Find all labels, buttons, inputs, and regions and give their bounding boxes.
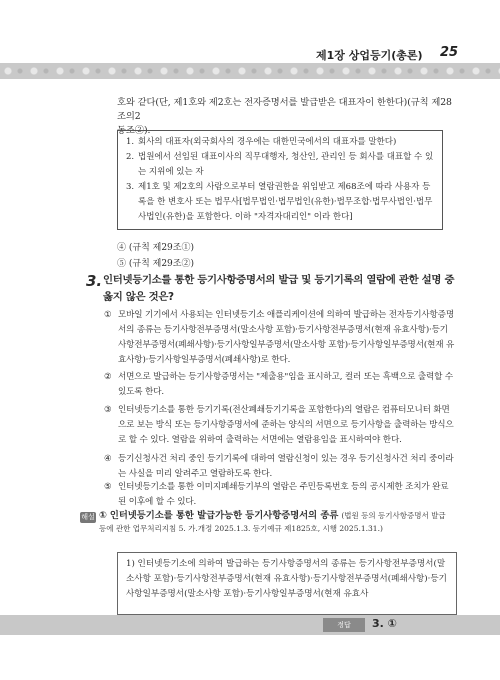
intro-line-1: 호와 같다(단, 제1호와 제2호는 전자증명서를 발급받은 대표자이 한한다)(규칙 제28조의2 (117, 97, 452, 122)
question-text: 인터넷등기소를 통한 등기사항증명서의 발급 및 등기기록의 열람에 관한 설명 중 옳지 않은 것은? (103, 274, 455, 303)
intro-line-2: 동조②). (117, 125, 151, 136)
option-item: ⑤ (규칙 제29조②) (117, 259, 194, 269)
question-number: 3. (86, 272, 103, 290)
explanation-badge: 해설 (81, 513, 95, 521)
quote-item-number: 3. (126, 182, 135, 192)
choice-number: ② (104, 372, 112, 382)
choice-text: 모바일 기기에서 사용되는 인터넷등기소 애플리케이션에 의하여 발급하는 전자등기사항증명서의 종류는 등기사항전부증명서(말소사항 포함)·등기사항전부증명서(현재 유효사항)·등기사항전부증명서(폐쇄사항)·등기사항일부증명서(말소사항 포함)·등기사항일부증명서(현재 유효사항)·등기사항일부증명서(폐쇄사항)로 한다. (118, 310, 455, 365)
choice-number: ③ (104, 405, 112, 415)
answer-text: 3. ① (372, 617, 397, 630)
chapter-title: 제1장 상업등기(총론) (316, 49, 423, 62)
choice-text: 인터넷등기소를 통한 이미지폐쇄등기부의 열람은 주민등록번호 등의 공시제한 조치가 완료된 이후에 할 수 있다. (118, 482, 449, 507)
answer-choice (104, 308, 456, 368)
choice-text: 등기신청사건 처리 중인 등기기록에 대하여 열람신청이 있는 경우 등기신청사건 처리 중이라는 사실을 미리 알려주고 열람하도록 한다. (118, 454, 454, 479)
answer-choice (104, 452, 456, 482)
page-header (0, 0, 500, 82)
choice-number: ① (104, 310, 112, 320)
explanation-heading (99, 509, 455, 535)
choice-text: 서면으로 발급하는 등기사항증명서는 "제출용"임을 표시하고, 컬러 또는 흑백으로 출력할 수 있도록 한다. (118, 372, 454, 397)
answer-choice (104, 403, 456, 448)
quote-item-text: 회사의 대표자(외국회사의 경우에는 대한민국에서의 대표자를 말한다) (138, 137, 397, 147)
explanation-number: ① (99, 510, 107, 521)
choice-number: ⑤ (104, 482, 112, 492)
quote-item (126, 180, 434, 225)
answer-badge: 정답 (323, 618, 365, 632)
option-item: ④ (규칙 제29조①) (117, 243, 194, 253)
quote-item-number: 1. (126, 137, 135, 147)
answer-choice (104, 480, 456, 510)
explanation-title: 인터넷등기소를 통한 발급가능한 등기사항증명서의 종류 (109, 510, 339, 521)
decorative-pattern-band (0, 63, 500, 79)
quote-item-number: 2. (126, 152, 135, 162)
choice-number: ④ (104, 454, 112, 464)
quote-item (126, 150, 434, 180)
answer-choice (104, 370, 456, 400)
regulation-quote-box (117, 130, 443, 230)
page-number: 25 (440, 45, 459, 60)
choice-text: 인터넷등기소를 통한 등기기록(전산폐쇄등기기록을 포함한다)의 열람은 컴퓨터모니터 화면으로 보는 방식 또는 등기사항증명서에 준하는 양식의 서면으로 등기사항을 출력하는 방식으로 할 수 있다. 열람을 위하여 출력하는 서면에는 열람용임을 표시하여야 한다. (118, 405, 454, 445)
quote-item (126, 135, 434, 150)
explanation-box-text: 1) 인터넷등기소에 의하여 발급하는 등기사항증명서의 종류는 등기사항전부증명서(말소사항 포함)·등기사항전부증명서(현재 유효사항)·등기사항전부증명서(폐쇄사항)·등기사항일부증명서(말소사항 포함)·등기사항일부증명서(현재 유효사 (126, 559, 447, 599)
quote-item-text: 제1호 및 제2호의 사람으로부터 열람권한을 위임받고 제68조에 따라 사용자 등록을 한 변호사 또는 법무사[법무법인·법무법인(유한)·법무조합·법무사법인·법무사법인(유한)을 포함한다. 이하 "자격자대리인" 이라 한다] (138, 182, 433, 222)
explanation-reference: (법원 등의 등기사항증명서 발급 등에 관한 업무처리지침 5. 가.개정 2025.1.3. 등기예규 제1825호, 시행 2025.1.31.) (99, 511, 446, 533)
footer-band (0, 615, 500, 635)
quote-item-text: 법원에서 선임된 대표이사의 직무대행자, 청산인, 관리인 등 회사를 대표할 수 있는 지위에 있는 자 (138, 152, 434, 177)
explanation-quote-box (117, 552, 457, 615)
